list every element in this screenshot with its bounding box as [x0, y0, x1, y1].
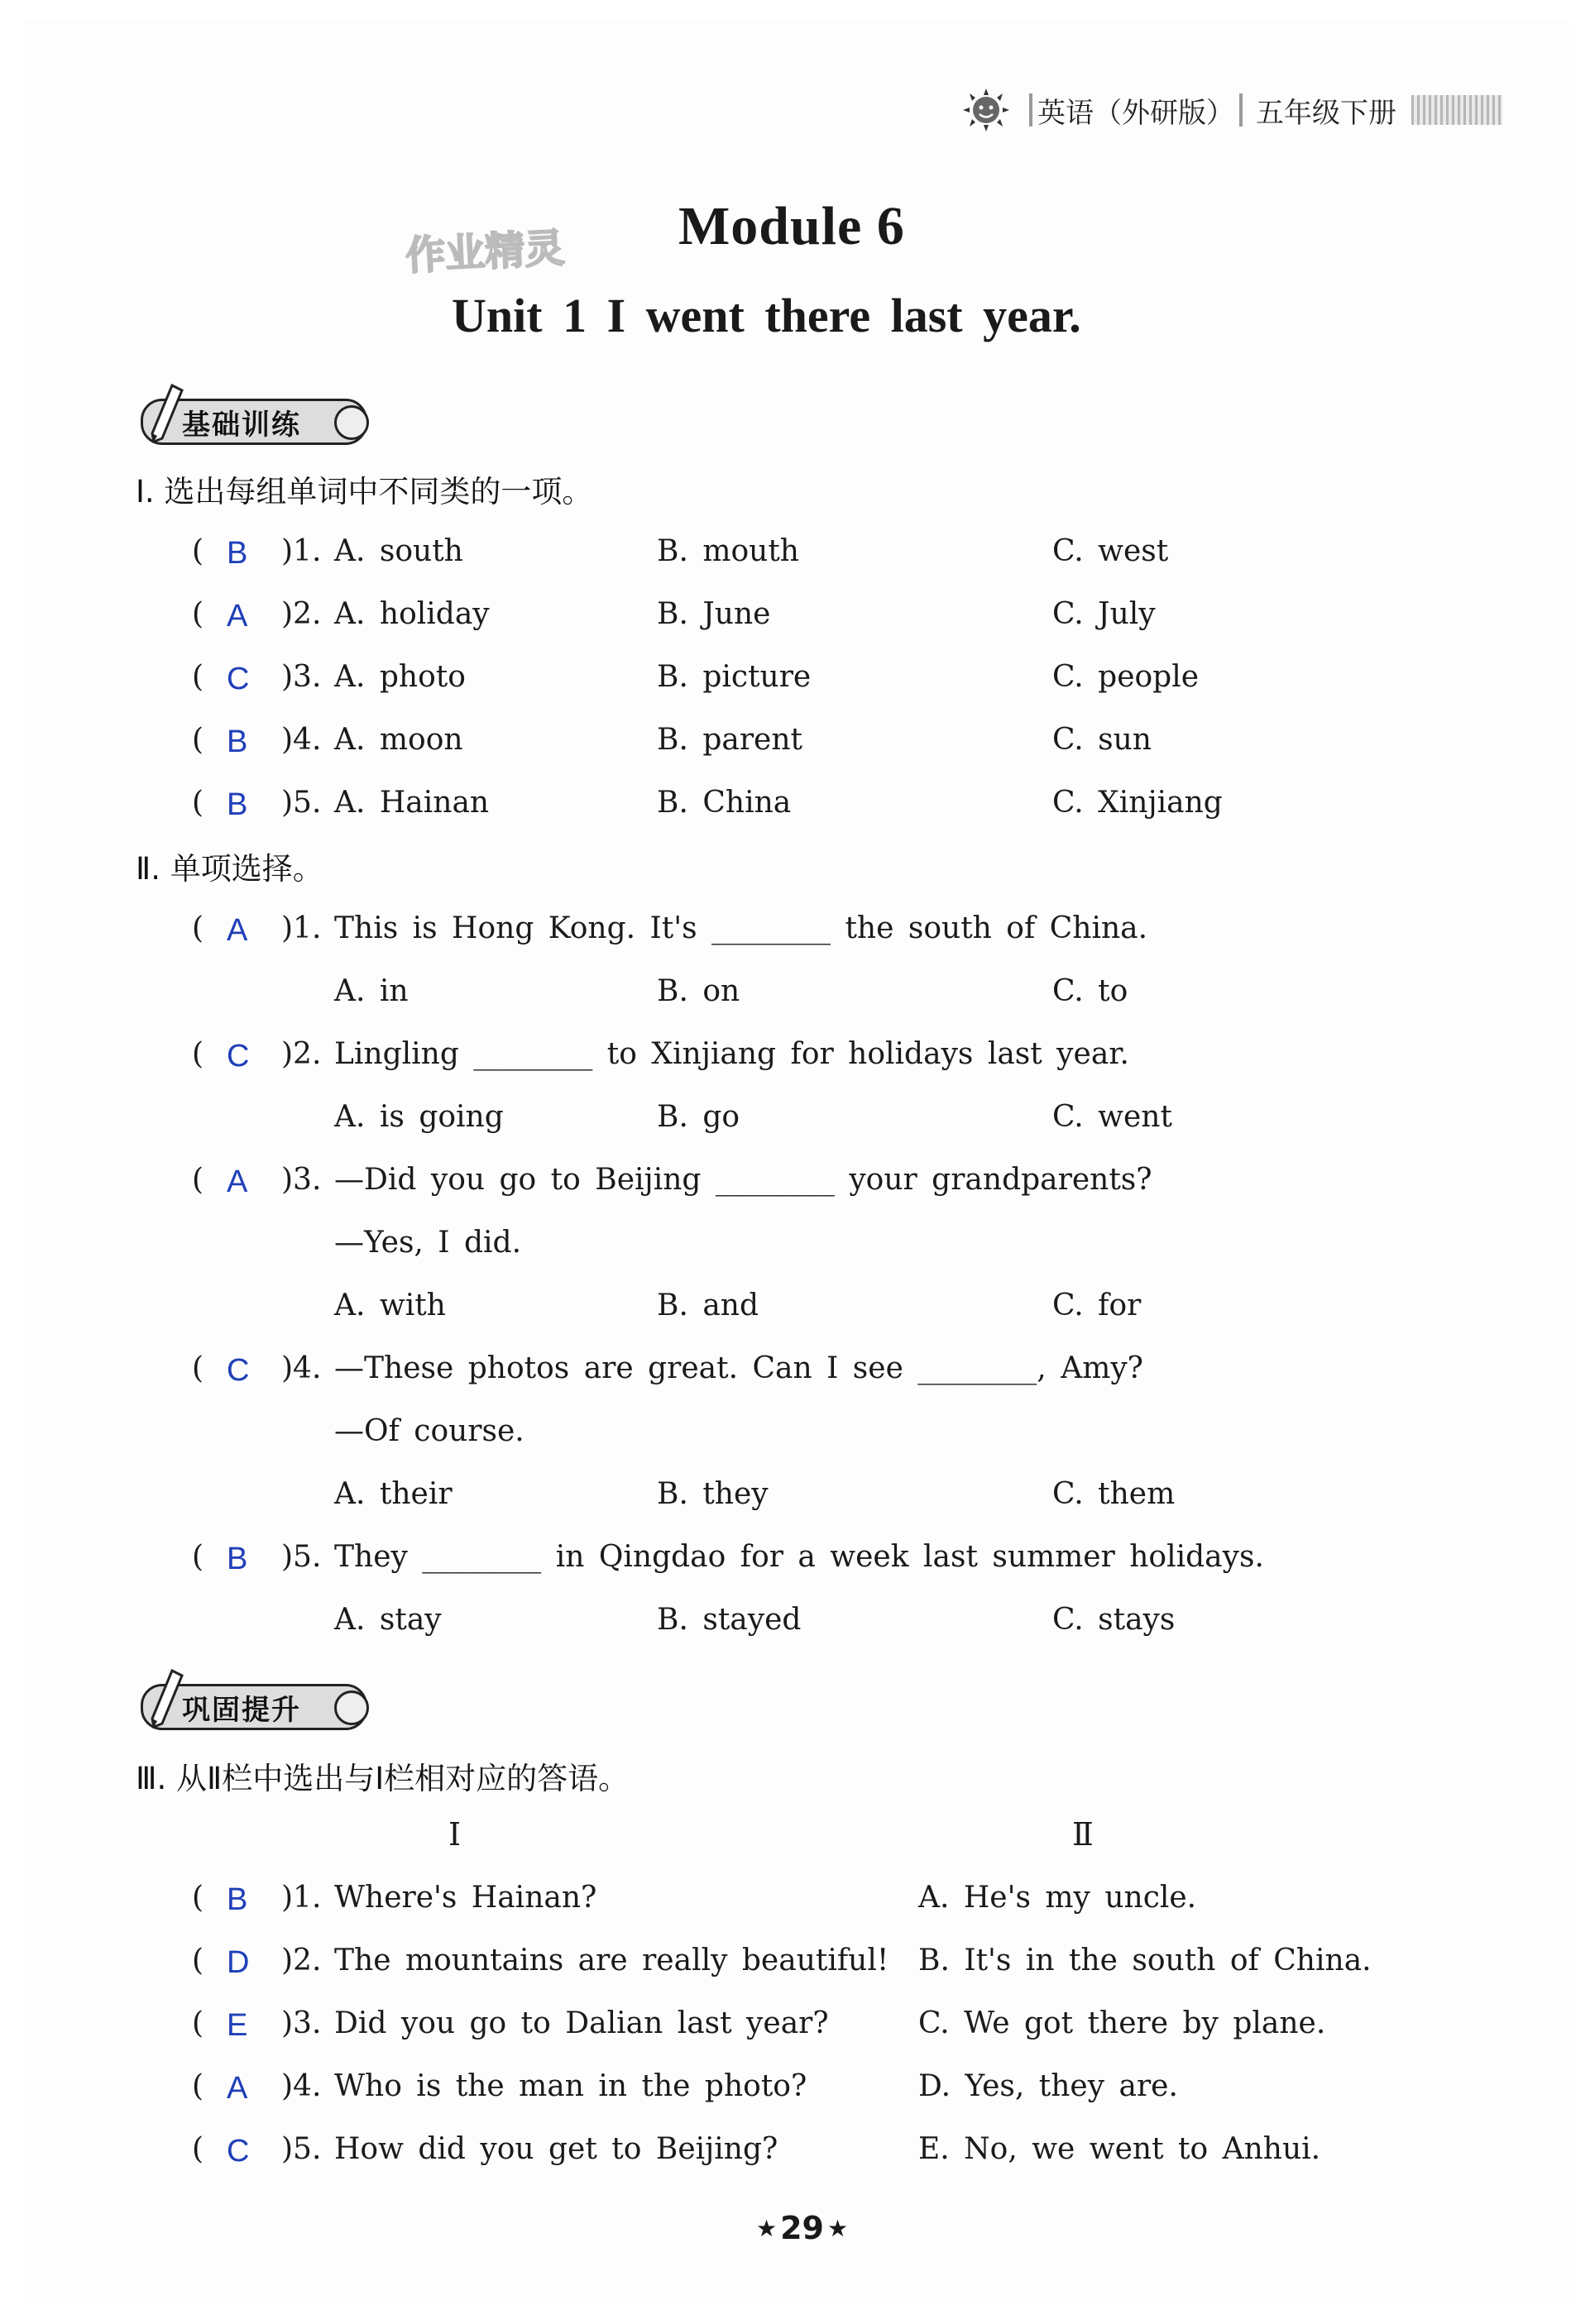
left-paren: (: [192, 1163, 204, 1197]
answer-choice: C: [227, 2134, 250, 2169]
subject-label: 英语（外研版）: [1037, 96, 1234, 130]
page-number-value: 29: [780, 2210, 824, 2246]
option-b: B. parent: [657, 723, 803, 757]
answer-choice: B: [227, 536, 248, 571]
option-b: B. China: [657, 786, 792, 820]
option-c: C. them: [1052, 1477, 1176, 1511]
pencil-icon: [147, 1669, 185, 1730]
option-c: C. west: [1052, 534, 1169, 568]
module-title: Module 6: [678, 196, 905, 256]
matching-question: How did you get to Beijing?: [334, 2132, 778, 2166]
option-b: B. go: [657, 1100, 740, 1134]
question-stem: —These photos are great. Can I see ________, Amy?: [334, 1351, 1143, 1385]
left-paren: (: [192, 911, 204, 945]
answer-choice: C: [227, 1353, 250, 1388]
matching-response: C. We got there by plane.: [918, 2006, 1326, 2040]
question-number: )2.: [281, 1944, 322, 1977]
matching-response: E. No, we went to Anhui.: [918, 2132, 1321, 2166]
option-a: A. with: [334, 1289, 446, 1322]
matching-response: B. It's in the south of China.: [918, 1944, 1372, 1977]
question-stem: Lingling ________ to Xinjiang for holidays last year.: [334, 1037, 1129, 1071]
question-number: )5.: [281, 2132, 322, 2166]
option-c: C. for: [1052, 1289, 1142, 1322]
answer-choice: D: [227, 1945, 250, 1980]
page-header: [960, 81, 1502, 139]
left-paren: (: [192, 1881, 204, 1915]
star-icon: ★: [756, 2215, 778, 2242]
option-c: C. Xinjiang: [1052, 786, 1223, 820]
star-icon: ★: [827, 2215, 849, 2242]
column-1-header: Ⅰ: [448, 1816, 462, 1853]
left-paren: (: [192, 534, 204, 568]
section-badge-improve: [122, 1676, 369, 1730]
option-c: C. to: [1052, 974, 1128, 1008]
option-a: A. their: [334, 1477, 453, 1511]
left-paren: (: [192, 786, 204, 820]
ring-icon: [334, 405, 369, 440]
answer-choice: B: [227, 787, 248, 822]
matching-question: Where's Hainan?: [334, 1881, 597, 1915]
question-number: )3.: [281, 1163, 322, 1197]
question-number: )1.: [281, 1881, 322, 1915]
column-2-header: Ⅱ: [1072, 1816, 1094, 1853]
ring-icon: [334, 1690, 369, 1725]
header-decoration: [1411, 95, 1502, 125]
answer-choice: C: [227, 1039, 250, 1074]
answer-choice: E: [227, 2008, 248, 2043]
option-c: C. went: [1052, 1100, 1172, 1134]
option-a: A. holiday: [334, 597, 490, 631]
left-paren: (: [192, 2069, 204, 2103]
answer-choice: A: [227, 2071, 248, 2106]
pencil-icon: [147, 384, 185, 445]
question-stem: This is Hong Kong. It's ________ the south of China.: [334, 911, 1148, 945]
answer-choice: A: [227, 913, 248, 948]
section-3-heading: Ⅲ. 从Ⅱ栏中选出与Ⅰ栏相对应的答语。: [136, 1761, 630, 1796]
left-paren: (: [192, 660, 204, 694]
question-reply: —Yes, I did.: [334, 1226, 522, 1260]
answer-choice: B: [227, 1542, 248, 1576]
option-a: A. south: [334, 534, 463, 568]
question-stem: They ________ in Qingdao for a week last summer holidays.: [334, 1540, 1264, 1574]
question-number: )5.: [281, 786, 322, 820]
question-reply: —Of course.: [334, 1414, 524, 1448]
question-number: )2.: [281, 597, 322, 631]
matching-question: Did you go to Dalian last year?: [334, 2006, 829, 2040]
option-a: A. is going: [334, 1100, 504, 1134]
question-number: )4.: [281, 1351, 322, 1385]
option-c: C. people: [1052, 660, 1200, 694]
left-paren: (: [192, 723, 204, 757]
option-b: B. mouth: [657, 534, 799, 568]
grade-label: 五年级下册: [1256, 96, 1396, 130]
answer-choice: A: [227, 1164, 248, 1199]
answer-choice: A: [227, 599, 248, 634]
left-paren: (: [192, 2132, 204, 2166]
matching-question: Who is the man in the photo?: [334, 2069, 807, 2103]
option-c: C. stays: [1052, 1603, 1176, 1637]
left-paren: (: [192, 1944, 204, 1977]
option-c: C. sun: [1052, 723, 1152, 757]
question-number: )1.: [281, 534, 322, 568]
question-number: )4.: [281, 2069, 322, 2103]
option-a: A. photo: [334, 660, 466, 694]
option-a: A. in: [334, 974, 409, 1008]
question-stem: —Did you go to Beijing ________ your grandparents?: [334, 1163, 1152, 1197]
option-b: B. stayed: [657, 1603, 802, 1637]
page-number: [753, 2210, 851, 2246]
left-paren: (: [192, 2006, 204, 2040]
answer-choice: C: [227, 662, 250, 696]
option-b: B. they: [657, 1477, 769, 1511]
option-c: C. July: [1052, 597, 1156, 631]
answer-choice: B: [227, 1882, 248, 1917]
question-number: )3.: [281, 660, 322, 694]
sun-logo-icon: [960, 85, 1013, 135]
option-a: A. Hainan: [334, 786, 490, 820]
question-number: )5.: [281, 1540, 322, 1574]
option-b: B. and: [657, 1289, 759, 1322]
option-b: B. picture: [657, 660, 812, 694]
badge-label: 巩固提升: [182, 1694, 301, 1727]
option-b: B. on: [657, 974, 740, 1008]
unit-title: Unit 1 I went there last year.: [452, 289, 1081, 342]
left-paren: (: [192, 1037, 204, 1071]
question-number: )3.: [281, 2006, 322, 2040]
option-a: A. stay: [334, 1603, 442, 1637]
option-a: A. moon: [334, 723, 463, 757]
question-number: )2.: [281, 1037, 322, 1071]
question-number: )1.: [281, 911, 322, 945]
watermark: 作业精灵: [404, 225, 566, 280]
badge-label: 基础训练: [182, 409, 301, 442]
section-1-heading: Ⅰ. 选出每组单词中不同类的一项。: [136, 474, 593, 509]
header-divider: [1239, 93, 1243, 127]
matching-response: A. He's my uncle.: [918, 1881, 1197, 1915]
left-paren: (: [192, 1351, 204, 1385]
section-badge-basic: [122, 390, 369, 445]
left-paren: (: [192, 597, 204, 631]
option-b: B. June: [657, 597, 771, 631]
matching-response: D. Yes, they are.: [918, 2069, 1178, 2103]
answer-choice: B: [227, 724, 248, 759]
matching-question: The mountains are really beautiful!: [334, 1944, 889, 1977]
question-number: )4.: [281, 723, 322, 757]
section-2-heading: Ⅱ. 单项选择。: [136, 851, 323, 887]
left-paren: (: [192, 1540, 204, 1574]
header-divider: [1029, 93, 1032, 127]
